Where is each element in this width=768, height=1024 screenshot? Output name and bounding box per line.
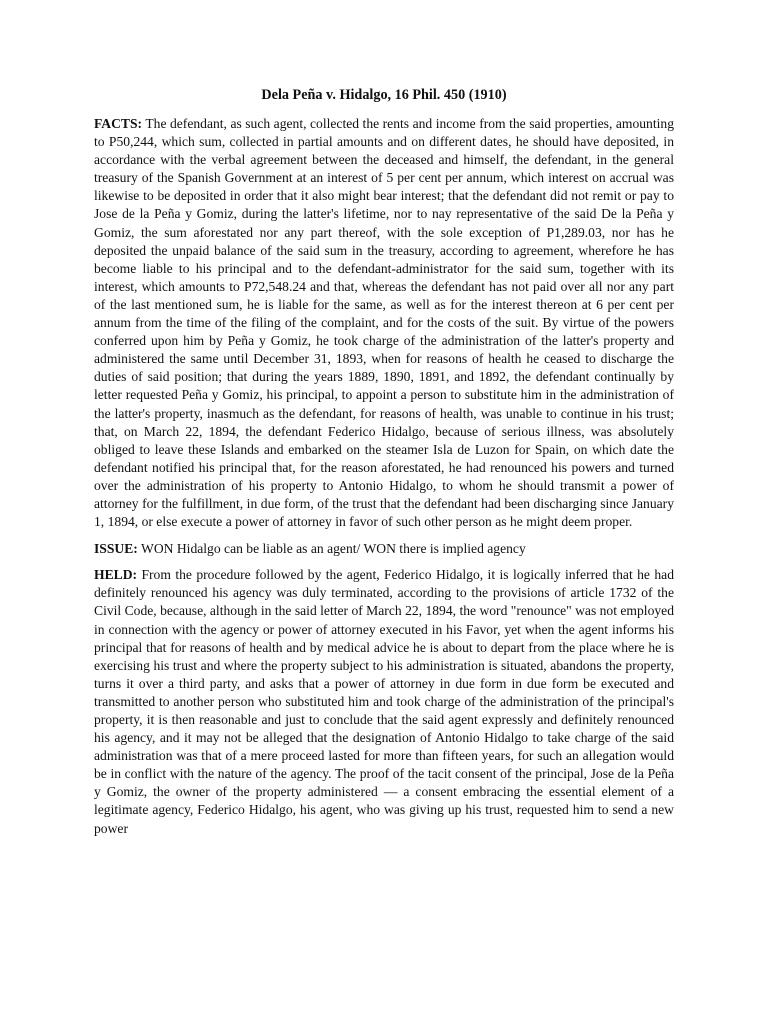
issue-text: WON Hidalgo can be liable as an agent/ WON there is implied agency [140, 540, 526, 556]
facts-paragraph [94, 115, 674, 531]
facts-label: FACTS: [94, 116, 143, 131]
held-text: From the procedure followed by the agent, Federico Hidalgo, it is logically inferred that he had definitely renounced his agency was duly terminated, according to the provisions of article 1732 of the Civil Code, because, although in the said letter of March 22, 1894, the word "renounce" was not employed in connection with the agency or power of attorney executed in his Favor, yet when the agent informs his principal that for reasons of health and by medical advice he is about to depart from the place where he is exercising his trust and where the property subject to his administration is situated, abandons the property, turns it over a third party, and asks that a power of attorney in due form in due form be executed and transmitted to another person who substituted him and took charge of the administration of the principal's property, it is then reasonable and just to conclude that the said agent expressly and definitely renounced his agency, and it may not be alleged that the designation of Antonio Hidalgo to take charge of the said administration was that of a mere proceed lasted for more than fifteen years, for such an allegation would be in conflict with the nature of the agency. The proof of the tacit consent of the principal, Jose de la Peña y Gomiz, the owner of the property administered — a consent embracing the essential element of a legitimate agency, Federico Hidalgo, his agent, who was giving up his trust, requested him to send a new power [94, 567, 675, 836]
facts-text: The defendant, as such agent, collected the rents and income from the said properties, amounting to P50,244, which sum, collected in partial amounts and on different dates, he should have deposited, in accordance with the verbal agreement between the deceased and himself, the defendant, in the general treasury of the Spanish Government at an interest of 5 per cent per annum, which interest on accrual was likewise to be deposited in order that it also might bear interest; that the defendant did not remit or pay to Jose de la Peña y Gomiz, during the latter's lifetime, nor to nay representative of the said De la Peña y Gomiz, the sum aforestated nor any part thereof, with the sole exception of P1,289.03, nor has he deposited the unpaid balance of the said sum in the treasury, according to agreement, wherefore he has become liable to his principal and to the defendant-administrator for the said sum, together with its interest, which amounts to P72,548.24 and that, whereas the defendant has not paid over all nor any part of the last mentioned sum, he is liable for the same, as well as for the interest thereon at 6 per cent per annum from the time of the filing of the complaint, and for the costs of the suit. By virtue of the powers conferred upon him by Peña y Gomiz, he took charge of the administration of the latter's property and administered the same until December 31, 1893, when for reasons of health he ceased to discharge the duties of said position; that during the years 1889, 1890, 1891, and 1892, the defendant continually by letter requested Peña y Gomiz, his principal, to appoint a person to substitute him in the administration of the latter's property, inasmuch as the defendant, for reasons of health, was unable to continue in his trust; that, on March 22, 1894, the defendant Federico Hidalgo, because of serious illness, was absolutely obliged to leave these Islands and embarked on the steamer Isla de Luzon for Spain, on which date the defendant notified his principal that, for the reason aforestated, he had renounced his powers and turned over the administration of his property to Antonio Hidalgo, to whom he should transmit a power of attorney for the fulfillment, in due form, of the trust that the defendant had been discharging since January 1, 1894, or else execute a power of attorney in favor of such other person as he might deem proper. [94, 116, 674, 530]
case-title: Dela Peña v. Hidalgo, 16 Phil. 450 (1910) [261, 87, 507, 103]
issue-label: ISSUE: [94, 540, 138, 556]
held-paragraph [94, 566, 674, 837]
issue-paragraph [94, 540, 674, 558]
document-page [94, 86, 674, 846]
held-label: HELD: [94, 567, 138, 583]
